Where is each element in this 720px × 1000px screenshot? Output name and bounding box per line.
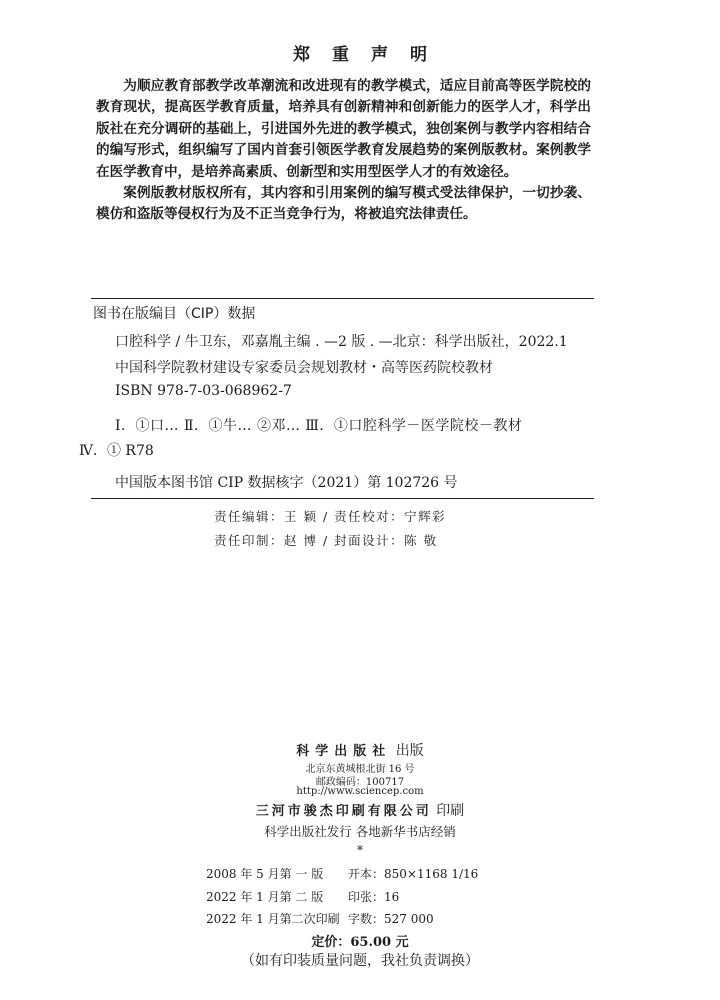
publisher-address: 北京东黄城根北街 16 号: [305, 764, 415, 775]
printer-suffix: 印刷: [436, 803, 465, 819]
publisher-website: http://www.sciencep.com: [296, 786, 424, 797]
cip-isbn: ISBN 978-7-03-068962-7: [115, 383, 292, 399]
publisher-name: 科学出版社: [296, 744, 392, 759]
quality-note: （如有印装质量问题，我社负责调换）: [241, 953, 479, 969]
cip-block: [79, 298, 594, 499]
cip-classification: Ⅰ．①口… Ⅱ．①牛… ②邓… Ⅲ．①口腔科学－医学院校－教材: [115, 418, 523, 434]
printing-second: 2022 年 1 月第二次印刷: [206, 912, 340, 926]
publisher-line: [0, 740, 720, 760]
statement-paragraph: 为顺应教育部教学改革潮流和改进现有的教学模式，适应目前高等医学院校的教育现状，提高医学教育质量，培养具有创新精神和创新能力的医学人才，科学出版社在充分调研的基础上，引进国外先进的教学模式，独创案例与教学内容相结合的编写形式，组织编写了国内首套引领医学教育发展趋势的案例版教材。案例教学在医学教育中，是培养高素质、创新型和实用型医学人才的有效途径。: [96, 78, 591, 180]
edition-second: 2022 年 1 月第 二 版: [206, 890, 324, 904]
publisher-postcode: 邮政编码：100717: [315, 777, 405, 788]
printer-name: 三河市骏杰印刷有限公司: [255, 804, 432, 819]
word-count: 字数：527 000: [348, 912, 434, 926]
cip-bibliographic-line: 口腔科学 / 牛卫东，邓嘉胤主编 . —2 版 . —北京：科学出版社，2022.1: [115, 334, 568, 350]
printer-line: [0, 800, 720, 820]
edition-row: [206, 865, 479, 882]
cip-classification-code: Ⅳ．① R78: [79, 443, 154, 459]
statement-paragraph: 案例版教材版权所有，其内容和引用案例的编写模式受法律保护，一切抄袭、模仿和盗版等侵权行为及不正当竞争行为，将被追究法律责任。: [96, 185, 591, 223]
production-line: 责任印制：赵 博 / 封面设计：陈 敬: [214, 533, 438, 548]
edition-row: [206, 910, 434, 927]
statement-title: 郑重声明: [293, 45, 449, 65]
distribution-line: 科学出版社发行 各地新华书店经销: [264, 824, 456, 839]
cip-title: 图书在版编目（CIP）数据: [93, 306, 256, 322]
cip-number: 中国版本图书馆 CIP 数据核字（2021）第 102726 号: [115, 475, 458, 491]
publisher-suffix: 出版: [395, 743, 424, 759]
statement-body: [96, 76, 591, 226]
printed-sheets: 印张：16: [348, 890, 400, 904]
cip-series-line: 中国科学院教材建设专家委员会规划教材・高等医药院校教材: [115, 360, 493, 376]
edition-row: [206, 888, 400, 905]
price: 定价：65.00 元: [311, 935, 409, 950]
separator-star: *: [357, 843, 363, 857]
format-size: 开本：850×1168 1/16: [348, 867, 479, 881]
edition-first: 2008 年 5 月第 一 版: [206, 867, 324, 881]
editors-line: 责任编辑：王 颖 / 责任校对：宁辉彩: [214, 509, 447, 524]
